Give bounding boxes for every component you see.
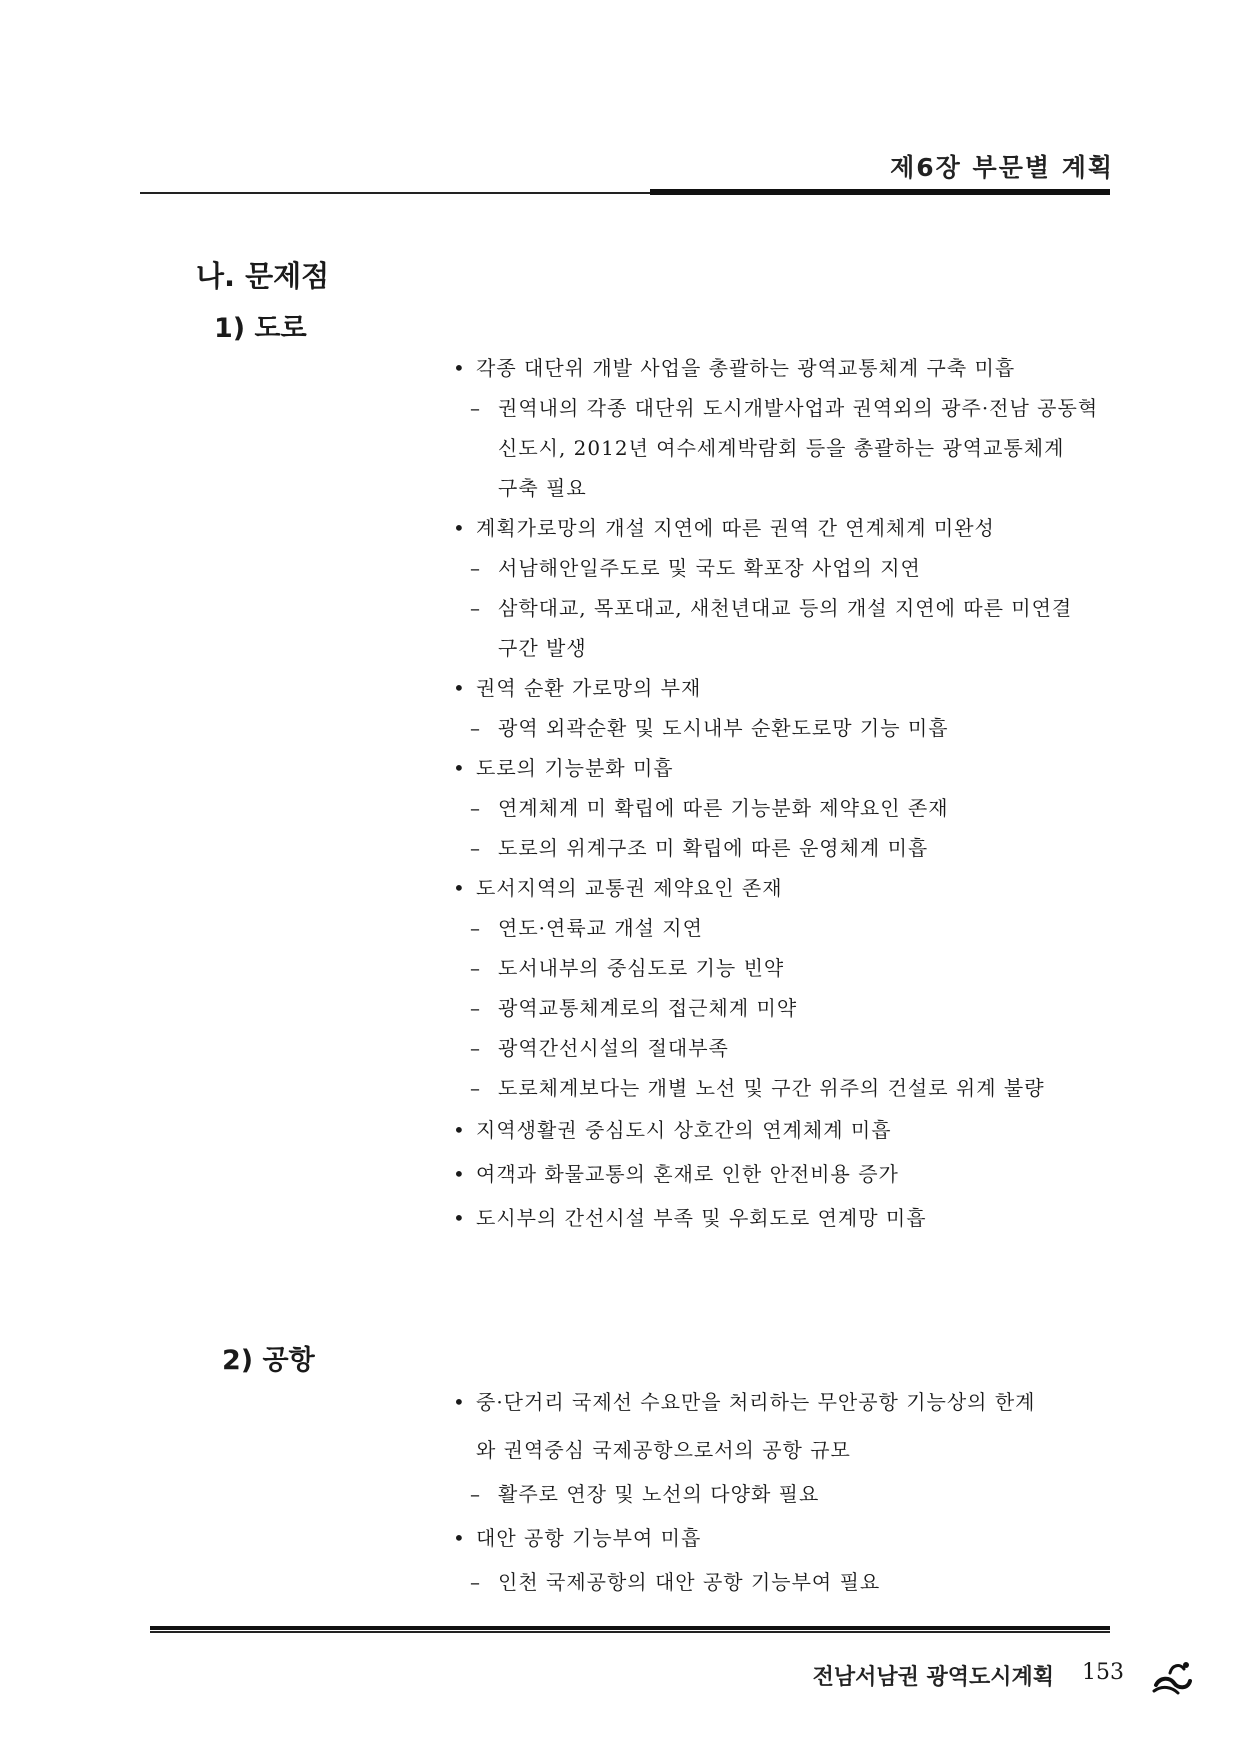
bullet-item: • 계획가로망의 개설 지연에 따른 권역 간 연계체계 미완성 xyxy=(450,508,1110,548)
dash-item: – 광역간선시설의 절대부족 xyxy=(450,1028,1110,1068)
dash-item-continuation: 신도시, 2012년 여수세계박람회 등을 총괄하는 광역교통체계 xyxy=(498,436,1065,460)
dash-item: – 연계체계 미 확립에 따른 기능분화 제약요인 존재 xyxy=(450,788,1110,828)
dash-item: – 연도·연륙교 개설 지연 xyxy=(450,908,1110,948)
dash-item: – 인천 국제공항의 대안 공항 기능부여 필요 xyxy=(450,1562,1110,1602)
bullet-item: • 여객과 화물교통의 혼재로 인한 안전비용 증가 xyxy=(450,1152,1110,1196)
page-number: 153 xyxy=(1082,1660,1124,1685)
bullet-item: • 도로의 기능분화 미흡 xyxy=(450,748,1110,788)
bullet-item: • 지역생활권 중심도시 상호간의 연계체계 미흡 xyxy=(450,1108,1110,1152)
dash-item: – 권역내의 각종 대단위 도시개발사업과 권역외의 광주·전남 공동혁 xyxy=(450,388,1110,428)
bullet-item: • 대안 공항 기능부여 미흡 xyxy=(450,1514,1110,1562)
footer-rule xyxy=(150,1631,1110,1633)
dash-item-continuation: 구축 필요 xyxy=(498,476,587,500)
running-header: 제6장 부문별 계획 xyxy=(890,153,1114,182)
dash-item: – 활주로 연장 및 노선의 다양화 필요 xyxy=(450,1474,1110,1514)
bullet-item: • 권역 순환 가로망의 부재 xyxy=(450,668,1110,708)
dash-item: – 광역교통체계로의 접근체계 미약 xyxy=(450,988,1110,1028)
footer-rule-bold xyxy=(150,1626,1110,1630)
bullet-item: • 각종 대단위 개발 사업을 총괄하는 광역교통체계 구축 미흡 xyxy=(450,348,1110,388)
subsection-title-airport: 2) 공항 xyxy=(222,1345,315,1376)
header-rule-bold xyxy=(650,189,1110,195)
dash-item: – 서남해안일주도로 및 국도 확포장 사업의 지연 xyxy=(450,548,1110,588)
section-title: 나. 문제점 xyxy=(196,259,330,293)
bullet-item: • 도시부의 간선시설 부족 및 우회도로 연계망 미흡 xyxy=(450,1196,1110,1240)
bullet-item: • 중·단거리 국제선 수요만을 처리하는 무안공항 기능상의 한계 xyxy=(450,1378,1110,1426)
footer-title: 전남서남권 광역도시계획 xyxy=(812,1665,1054,1690)
dash-item: – 삼학대교, 목포대교, 새천년대교 등의 개설 지연에 따른 미연결 xyxy=(450,588,1110,628)
dash-item: – 광역 외곽순환 및 도시내부 순환도로망 기능 미흡 xyxy=(450,708,1110,748)
roads-problem-list xyxy=(450,348,1110,1240)
dash-item: – 도서내부의 중심도로 기능 빈약 xyxy=(450,948,1110,988)
airport-problem-list xyxy=(450,1378,1110,1602)
bullet-item: • 도서지역의 교통권 제약요인 존재 xyxy=(450,868,1110,908)
subsection-title-roads: 1) 도로 xyxy=(214,313,307,344)
dash-item-continuation: 구간 발생 xyxy=(498,636,587,660)
dash-item: – 도로의 위계구조 미 확립에 따른 운영체계 미흡 xyxy=(450,828,1110,868)
swirl-logo-icon xyxy=(1150,1655,1194,1697)
bullet-item-continuation: 와 권역중심 국제공항으로서의 공항 규모 xyxy=(476,1438,851,1462)
dash-item: – 도로체계보다는 개별 노선 및 구간 위주의 건설로 위계 불량 xyxy=(450,1068,1110,1108)
